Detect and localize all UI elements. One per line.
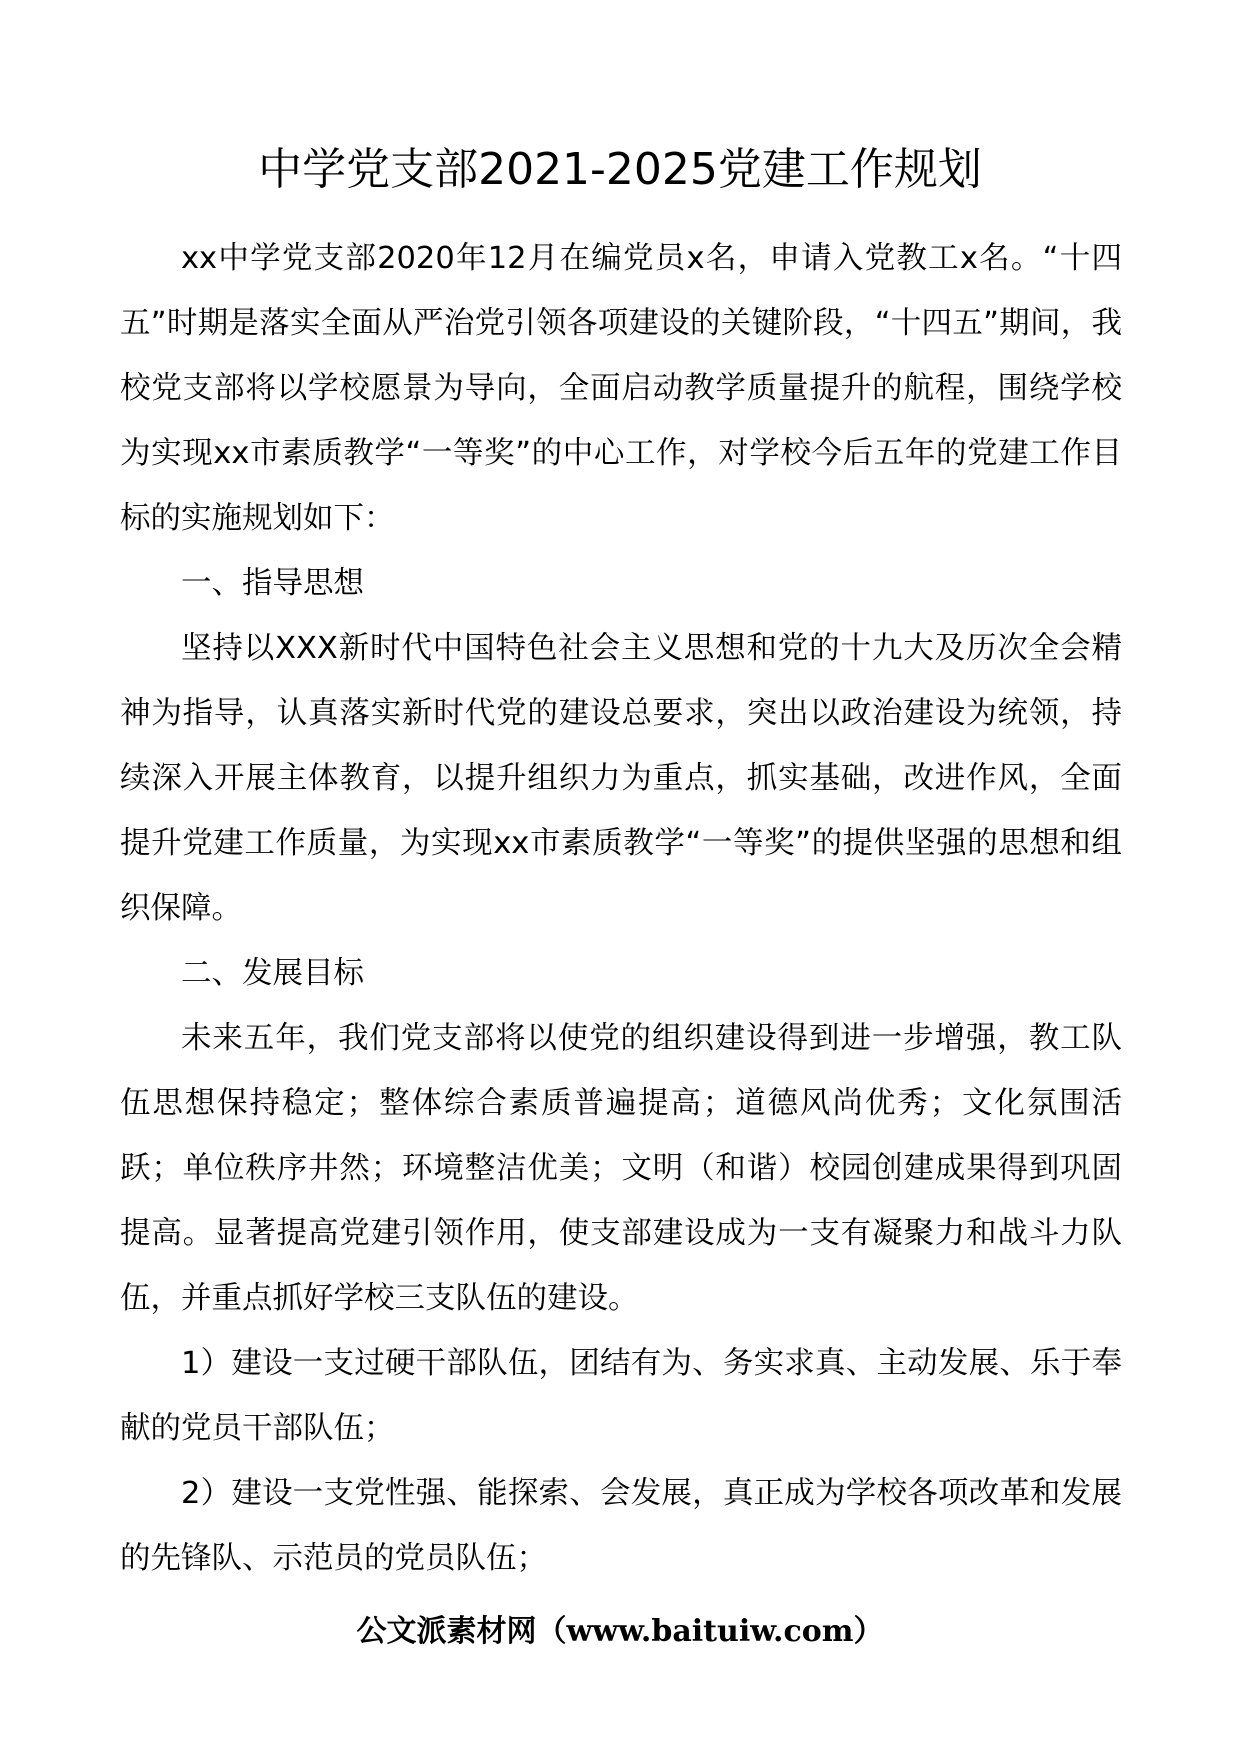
source-footer: 公文派素材网（www.baituiw.com） [356, 1614, 884, 1649]
section-heading-guiding-ideology: 一、指导思想 [181, 566, 364, 601]
goal-item-1: 1）建设一支过硬干部队伍，团结有为、务实求真、主动发展、乐于奉献的党员干部队伍； [120, 1346, 1122, 1446]
section-heading-development-goals: 二、发展目标 [181, 956, 364, 991]
document-body [120, 226, 1122, 1591]
guiding-ideology-paragraph: 坚持以XXX新时代中国特色社会主义思想和党的十九大及历次全会精神为指导，认真落实新时代党的建设总要求，突出以政治建设为统领，持续深入开展主体教育，以提升组织力为重点，抓实基础，改进作风，全面提升党建工作质量，为实现xx市素质教学“一等奖”的提供坚强的思想和组织保障。 [120, 631, 1122, 926]
goal-item-2: 2）建设一支党性强、能探索、会发展，真正成为学校各项改革和发展的先锋队、示范员的党员队伍； [120, 1476, 1122, 1576]
intro-paragraph: xx中学党支部2020年12月在编党员x名，申请入党教工x名。“十四五”时期是落实全面从严治党引领各项建设的关键阶段，“十四五”期间，我校党支部将以学校愿景为导向，全面启动教学质量提升的航程，围绕学校为实现xx市素质教学“一等奖”的中心工作，对学校今后五年的党建工作目标的实施规划如下： [120, 241, 1122, 536]
document-title: 中学党支部2021-2025党建工作规划 [258, 144, 982, 195]
development-goals-paragraph: 未来五年，我们党支部将以使党的组织建设得到进一步增强，教工队伍思想保持稳定；整体综合素质普遍提高；道德风尚优秀；文化氛围活跃；单位秩序井然；环境整洁优美；文明（和谐）校园创建成果得到巩固提高。显著提高党建引领作用，使支部建设成为一支有凝聚力和战斗力队伍，并重点抓好学校三支队伍的建设。 [120, 1021, 1122, 1316]
